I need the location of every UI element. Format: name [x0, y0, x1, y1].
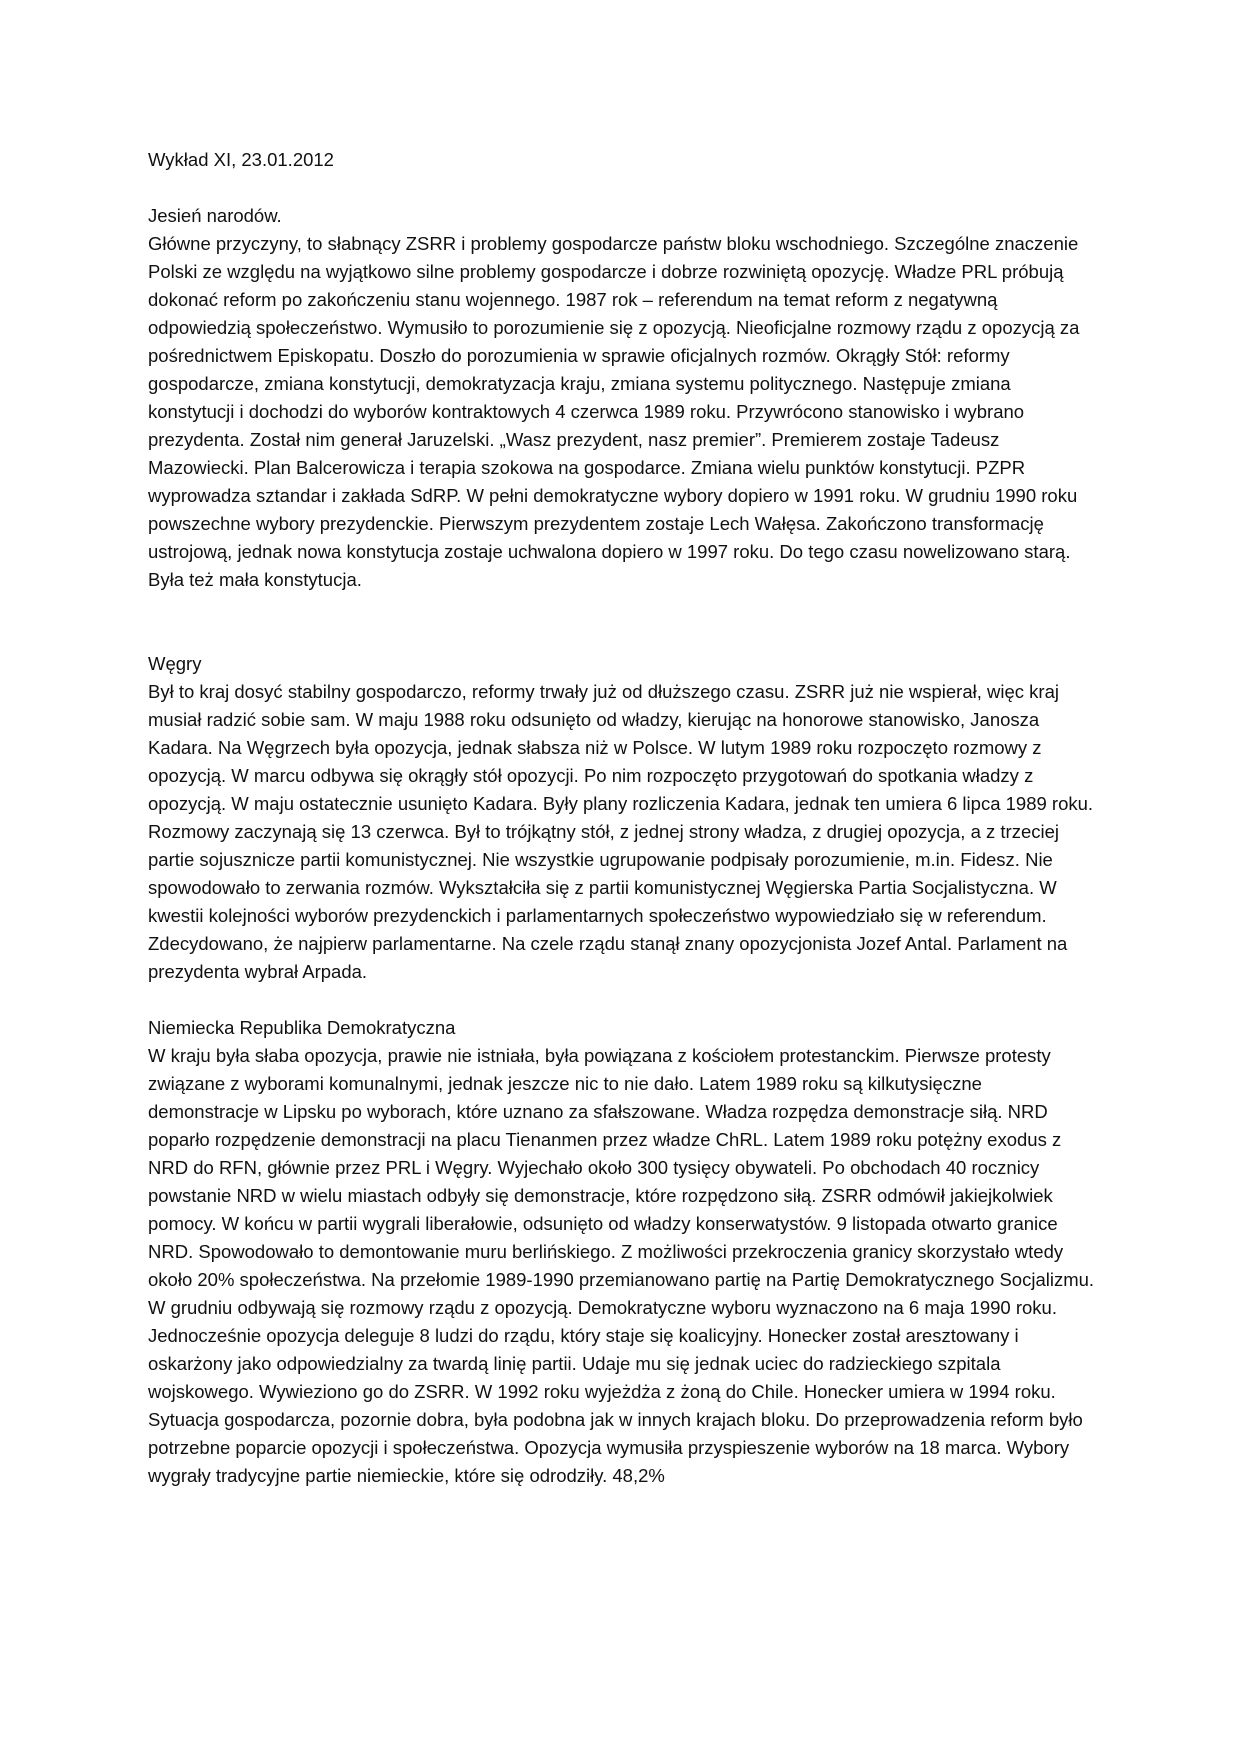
section-title: Jesień narodów. [148, 205, 282, 226]
spacer [148, 986, 1098, 1014]
section-title: Węgry [148, 653, 202, 674]
section-paragraph: Był to kraj dosyć stabilny gospodarczo, reformy trwały już od dłuższego czasu. ZSRR już nie wspierał, więc kraj musiał radzić sobie sam. W maju 1988 roku odsunięto od władzy, kierując na honorowe stanowisko, Janosza Kadara. Na Węgrzech była opozycja, jednak słabsza niż w Polsce. W lutym 1989 roku rozpoczęto rozmowy z opozycją. W marcu odbywa się okrągły stół opozycji. Po nim rozpoczęto przygotowań do spotkania władzy z opozycją. W maju ostatecznie usunięto Kadara. Były plany rozliczenia Kadara, jednak ten umiera 6 lipca 1989 roku. Rozmowy zaczynają się 13 czerwca. Był to trójkątny stół, z jednej strony władza, z drugiej opozycja, a z trzeciej partie sojusznicze partii komunistycznej. Nie wszystkie ugrupowanie podpisały porozumienie, m.in. Fidesz. Nie spowodowało to zerwania rozmów. Wykształciła się z partii komunistycznej Węgierska Partia Socjalistyczna. W kwestii kolejności wyborów prezydenckich i parlamentarnych społeczeństwo wypowiedziało się w referendum. Zdecydowano, że najpierw parlamentarne. Na czele rządu stanął znany opozycjonista Jozef Antal. Parlament na prezydenta wybrał Arpada. [148, 681, 1094, 982]
section-jesien-narodow [148, 202, 1098, 594]
document-page [148, 146, 1098, 1490]
section-paragraph: W kraju była słaba opozycja, prawie nie istniała, była powiązana z kościołem protestanckim. Pierwsze protesty związane z wyborami komunalnymi, jednak jeszcze nic to nie dało. Latem 1989 roku są kilkutysięczne demonstracje w Lipsku po wyborach, które uznano za sfałszowane. Władza rozpędza demonstracje siłą. NRD poparło rozpędzenie demonstracji na placu Tienanmen przez władze ChRL. Latem 1989 roku potężny exodus z NRD do RFN, głównie przez PRL i Węgry. Wyjechało około 300 tysięcy obywateli. Po obchodach 40 rocznicy powstanie NRD w wielu miastach odbyły się demonstracje, które rozpędzono siłą. ZSRR odmówił jakiejkolwiek pomocy. W końcu w partii wygrali liberałowie, odsunięto od władzy konserwatystów. 9 listopada otwarto granice NRD. Spowodowało to demontowanie muru berlińskiego. Z możliwości przekroczenia granicy skorzystało wtedy około 20% społeczeństwa. Na przełomie 1989-1990 przemianowano partię na Partię Demokratycznego Socjalizmu. W grudniu odbywają się rozmowy rządu z opozycją. Demokratyczne wyboru wyznaczono na 6 maja 1990 roku. Jednocześnie opozycja deleguje 8 ludzi do rządu, który staje się koalicyjny. Honecker został aresztowany i oskarżony jako odpowiedzialny za twardą linię partii. Udaje mu się jednak uciec do radzieckiego szpitala wojskowego. Wywieziono go do ZSRR. W 1992 roku wyjeżdża z żoną do Chile. Honecker umiera w 1994 roku. [148, 1045, 1095, 1402]
section-paragraph: Sytuacja gospodarcza, pozornie dobra, była podobna jak w innych krajach bloku. Do przeprowadzenia reform było potrzebne poparcie opozycji i społeczeństwa. Opozycja wymusiła przyspieszenie wyborów na 18 marca. Wybory wygrały tradycyjne partie niemieckie, które się odrodziły. 48,2% [148, 1409, 1083, 1486]
section-paragraph: Główne przyczyny, to słabnący ZSRR i problemy gospodarcze państw bloku wschodniego. Szczególne znaczenie Polski ze względu na wyjątkowo silne problemy gospodarcze i dobrze rozwiniętą opozycję. Władze PRL próbują dokonać reform po zakończeniu stanu wojennego. 1987 rok – referendum na temat reform z negatywną odpowiedzią społeczeństwo. Wymusiło to porozumienie się z opozycją. Nieoficjalne rozmowy rządu z opozycją za pośrednictwem Episkopatu. Doszło do porozumienia w sprawie oficjalnych rozmów. Okrągły Stół: reformy gospodarcze, zmiana konstytucji, demokratyzacja kraju, zmiana systemu politycznego. Następuje zmiana konstytucji i dochodzi do wyborów kontraktowych 4 czerwca 1989 roku. Przywrócono stanowisko i wybrano prezydenta. Został nim generał Jaruzelski. „Wasz prezydent, nasz premier”. Premierem zostaje Tadeusz Mazowiecki. Plan Balcerowicza i terapia szokowa na gospodarce. Zmiana wielu punktów konstytucji. PZPR wyprowadza sztandar i zakłada SdRP. W pełni demokratyczne wybory dopiero w 1991 roku. W grudniu 1990 roku powszechne wybory prezydenckie. Pierwszym prezydentem zostaje Lech Wałęsa. Zakończono transformację ustrojową, jednak nowa konstytucja zostaje uchwalona dopiero w 1997 roku. Do tego czasu nowelizowano starą. Była też mała konstytucja. [148, 233, 1080, 590]
section-nrd [148, 1014, 1098, 1490]
spacer [148, 594, 1098, 650]
section-title: Niemiecka Republika Demokratyczna [148, 1017, 456, 1038]
lecture-title: Wykład XI, 23.01.2012 [148, 149, 334, 170]
section-wegry [148, 650, 1098, 986]
